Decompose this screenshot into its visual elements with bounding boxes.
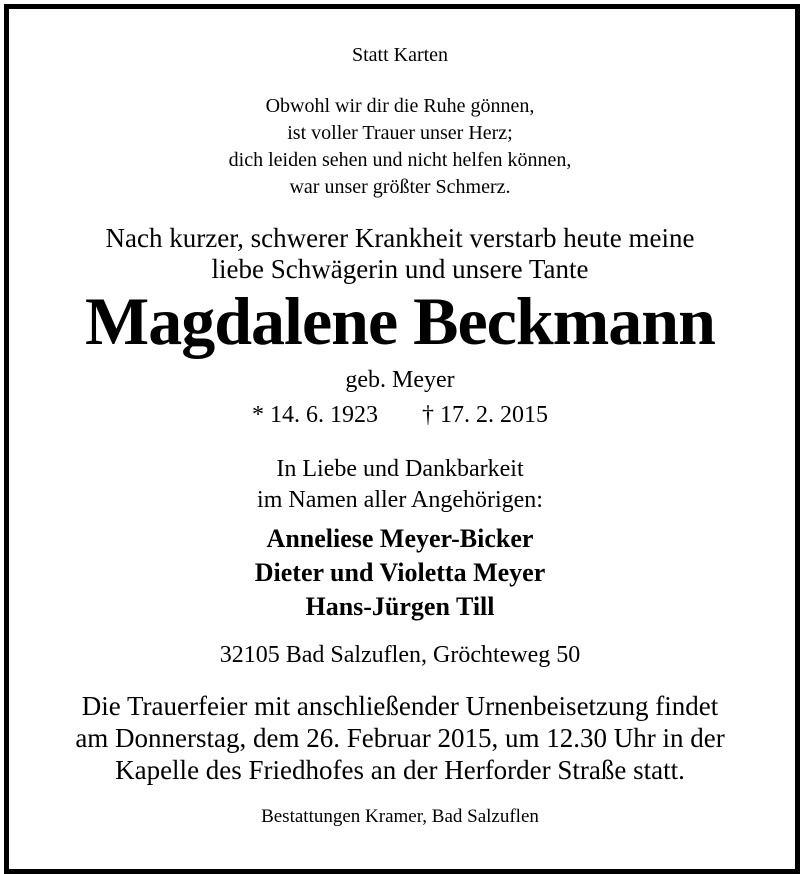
funeral-line: Kapelle des Friedhofes an der Herforder Straße statt. — [115, 755, 685, 785]
intro-line: Nach kurzer, schwerer Krankheit verstarb heute meine — [105, 223, 695, 253]
maiden-name: geb. Meyer — [345, 367, 455, 393]
poem-line: war unser größter Schmerz. — [289, 176, 511, 198]
birth-date: * 14. 6. 1923 — [252, 402, 378, 428]
poem-line: Obwohl wir dir die Ruhe gönnen, — [265, 95, 535, 117]
statt-karten-label: Statt Karten — [351, 44, 449, 66]
intro-line: liebe Schwägerin und unsere Tante — [211, 254, 589, 284]
mourners-intro-line: im Namen aller Angehörigen: — [257, 487, 543, 513]
life-dates — [0, 402, 800, 429]
funeral-home: Bestattungen Kramer, Bad Salzuflen — [261, 806, 539, 827]
death-date: † 17. 2. 2015 — [422, 402, 548, 428]
poem-line: dich leiden sehen und nicht helfen können, — [228, 149, 572, 171]
address: 32105 Bad Salzuflen, Gröchteweg 50 — [219, 642, 581, 668]
funeral-line: Die Trauerfeier mit anschließender Urnenbeisetzung findet — [81, 691, 719, 721]
mourners-intro-line: In Liebe und Dankbarkeit — [276, 456, 524, 482]
deceased-name: Magdalene Beckmann — [85, 283, 715, 359]
funeral-line: am Donnerstag, dem 26. Februar 2015, um 12.30 Uhr in der — [75, 723, 725, 753]
mourner-name: Hans-Jürgen Till — [305, 592, 495, 621]
mourner-name: Dieter und Violetta Meyer — [254, 558, 546, 587]
mourner-name: Anneliese Meyer-Bicker — [266, 524, 534, 553]
poem-line: ist voller Trauer unser Herz; — [287, 122, 513, 144]
